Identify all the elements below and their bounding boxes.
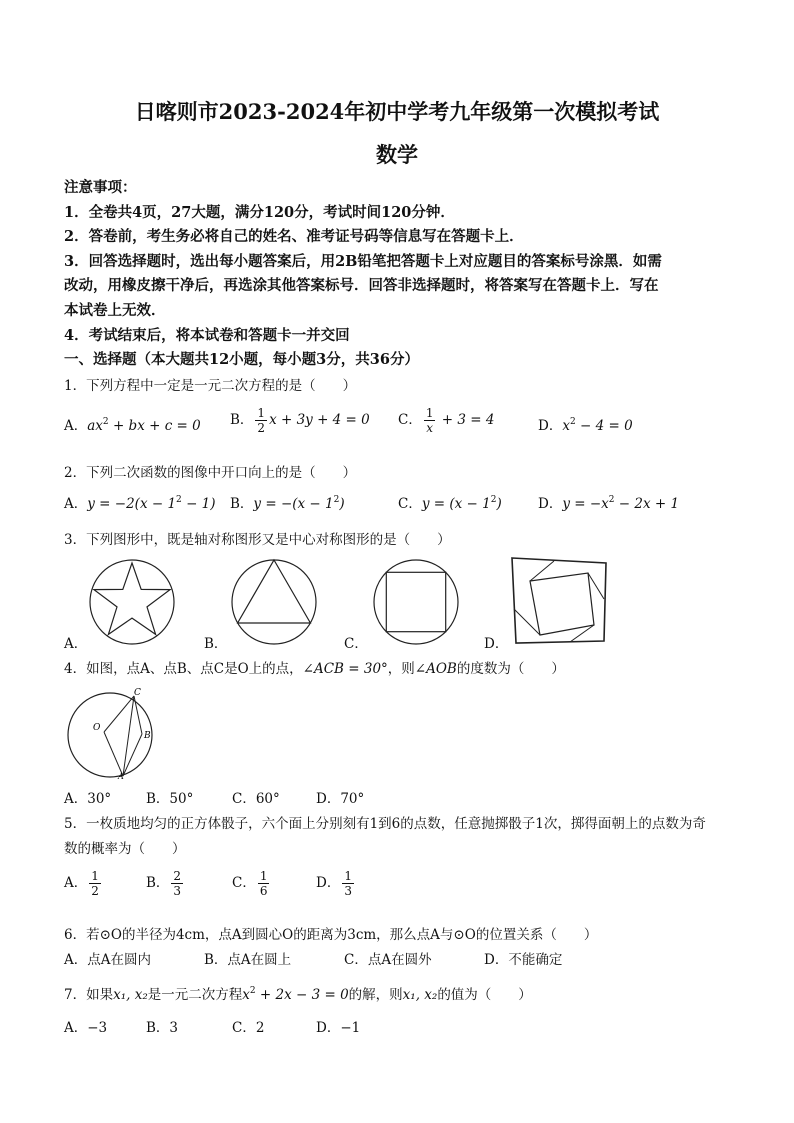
math: y = −(x − 1: [253, 496, 334, 512]
numerator: 1: [425, 406, 434, 420]
q3-option-d: D．: [484, 636, 509, 652]
superscript: 2: [102, 417, 109, 427]
math: x₁, x₂: [113, 987, 148, 1003]
q6-stem: 6．若⊙O的半径为4cm，点A到圆心O的距离为3cm，那么点A与⊙O的位置关系（ ）: [64, 927, 598, 943]
point-o-label: O: [93, 723, 101, 733]
q5-option-c: [232, 869, 271, 898]
q7-option-d: D．−1: [316, 1020, 361, 1036]
circle-triangle-figure: [226, 557, 322, 647]
q6-option-d: D．不能确定: [484, 952, 563, 968]
q4-option-d: D．70°: [316, 791, 365, 807]
numerator: 2: [173, 869, 182, 883]
numerator: 1: [344, 869, 352, 883]
fraction: [342, 869, 354, 898]
notice-item: 1．全卷共4页，27大题，满分120分，考试时间120分钟．: [64, 204, 455, 221]
q2-option-a: [64, 492, 216, 512]
option-letter: A．: [64, 496, 88, 512]
math: y = (x − 1: [421, 496, 491, 512]
denominator: x: [426, 421, 434, 435]
notice-item: 改动，用橡皮擦干净后，再选涂其他答案标号．回答非选择题时，将答案写在答题卡上．写在: [64, 277, 659, 294]
stem-text: 是一元二次方程: [147, 987, 243, 1003]
q4-option-b: B．50°: [146, 791, 194, 807]
math: ): [496, 496, 502, 512]
math: ): [339, 496, 345, 512]
exam-title: 日喀则市2023-2024年初中学考九年级第一次模拟考试: [134, 99, 660, 124]
option-letter: C．: [232, 875, 256, 891]
pythagoras-squares-figure: [508, 555, 612, 647]
point-c-label: C: [134, 688, 141, 698]
q5-option-b: [146, 869, 185, 898]
q6-option-c: C．点A在圆外: [344, 952, 432, 968]
superscript: 2: [608, 495, 615, 505]
math: + 2x − 3 = 0: [255, 987, 349, 1003]
math: x: [562, 418, 570, 434]
math: x₁, x₂: [402, 987, 438, 1003]
stem-text: ，则: [387, 661, 415, 677]
option-letter: D．: [316, 875, 341, 891]
option-letter: B．: [230, 412, 254, 428]
notice-item: 4．考试结束后，将本试卷和答题卡一并交回: [64, 327, 350, 344]
option-letter: B．: [230, 496, 254, 512]
stem-text: 4．如图，点A、点B、点C是O上的点，: [64, 661, 303, 677]
circle-angle-figure: [60, 688, 160, 780]
stem-text: 的值为（ ）: [437, 987, 532, 1003]
fraction: [258, 869, 270, 898]
q3-stem: 3．下列图形中，既是轴对称图形又是中心对称图形的是（ ）: [64, 532, 451, 548]
fraction: [89, 869, 101, 898]
superscript: 2: [333, 495, 340, 505]
denominator: 2: [91, 884, 99, 898]
q1-option-c: [398, 406, 494, 435]
q5-stem-line2: 数的概率为（ ）: [64, 841, 186, 857]
notice-item: 本试卷上无效．: [64, 302, 166, 319]
q7-option-a: A．−3: [64, 1020, 108, 1036]
denominator: 2: [257, 421, 266, 435]
math: ∠ACB = 30°: [302, 661, 388, 677]
math: x: [242, 987, 250, 1003]
q5-stem-line1: 5．一枚质地均匀的正方体骰子，六个面上分别刻有1到6的点数，任意抛掷骰子1次，掷得面朝上的点数为奇: [64, 816, 706, 832]
numerator: 1: [259, 869, 268, 883]
math: − 1): [181, 496, 216, 512]
q3-option-b: B．: [204, 636, 228, 652]
q5-option-d: [316, 869, 356, 898]
q1-option-b: [230, 406, 370, 435]
circle-square-figure: [368, 557, 464, 647]
q2-option-d: [538, 492, 679, 512]
option-letter: A．: [64, 875, 88, 891]
math: y = −x: [562, 496, 609, 512]
superscript: 2: [490, 495, 497, 505]
q7-stem: [64, 983, 532, 1003]
q4-stem: [64, 657, 565, 677]
circle-star-figure: [84, 557, 180, 647]
superscript: 2: [249, 986, 256, 996]
subject-title: 数学: [376, 142, 418, 167]
math: − 4 = 0: [575, 418, 633, 434]
point-a-label: A: [118, 772, 124, 780]
notice-item: 2．答卷前，考生务必将自己的姓名、准考证号码等信息写在答题卡上．: [64, 228, 524, 245]
math: x + 3y + 4 = 0: [269, 412, 370, 428]
fraction: [171, 869, 183, 898]
q2-stem: 2．下列二次函数的图像中开口向上的是（ ）: [64, 465, 357, 481]
q1-option-d: [538, 414, 633, 434]
option-letter: D．: [538, 418, 563, 434]
stem-text: 的度数为（ ）: [456, 661, 565, 677]
option-letter: C．: [398, 496, 422, 512]
fraction: [424, 406, 436, 435]
notice-item: 3．回答选择题时，选出每小题答案后，用2B铅笔把答题卡上对应题目的答案标号涂黑．如需: [64, 253, 662, 270]
superscript: 2: [176, 495, 182, 505]
math: − 2x + 1: [614, 496, 680, 512]
q7-option-b: B．3: [146, 1020, 179, 1036]
q3-option-c: C．: [344, 636, 368, 652]
denominator: 6: [259, 884, 268, 898]
section-heading: 一、选择题（本大题共12小题，每小题3分，共36分）: [64, 351, 419, 368]
q1-stem: 1．下列方程中一定是一元二次方程的是（ ）: [64, 378, 357, 394]
denominator: 3: [344, 884, 352, 898]
option-letter: C．: [398, 412, 422, 428]
numerator: 1: [91, 869, 99, 883]
q3-option-a: A．: [64, 636, 88, 652]
q4-option-a: A．30°: [64, 791, 112, 807]
math: + bx + c = 0: [108, 418, 201, 434]
stem-text: 的解，则: [348, 987, 403, 1003]
point-b-label: B: [144, 731, 151, 741]
q2-option-b: [230, 492, 345, 512]
math: ∠AOB: [414, 661, 457, 677]
q6-option-b: B．点A在圆上: [204, 952, 292, 968]
fraction: [255, 406, 267, 435]
stem-text: 7．如果: [64, 987, 114, 1003]
q2-option-c: [398, 492, 502, 512]
q6-option-a: A．点A在圆内: [64, 952, 151, 968]
q7-option-c: C．2: [232, 1020, 265, 1036]
math: + 3 = 4: [437, 412, 495, 428]
superscript: 2: [569, 417, 576, 427]
math: ax: [87, 418, 103, 434]
denominator: 3: [173, 884, 182, 898]
q4-option-c: C．60°: [232, 791, 280, 807]
option-letter: A．: [64, 418, 88, 434]
option-letter: D．: [538, 496, 563, 512]
numerator: 1: [257, 406, 266, 420]
q5-option-a: [64, 869, 103, 898]
option-letter: B．: [146, 875, 170, 891]
notice-heading: 注意事项：: [64, 179, 137, 196]
math: y = −2(x − 1: [87, 496, 177, 512]
q1-option-a: [64, 414, 201, 434]
